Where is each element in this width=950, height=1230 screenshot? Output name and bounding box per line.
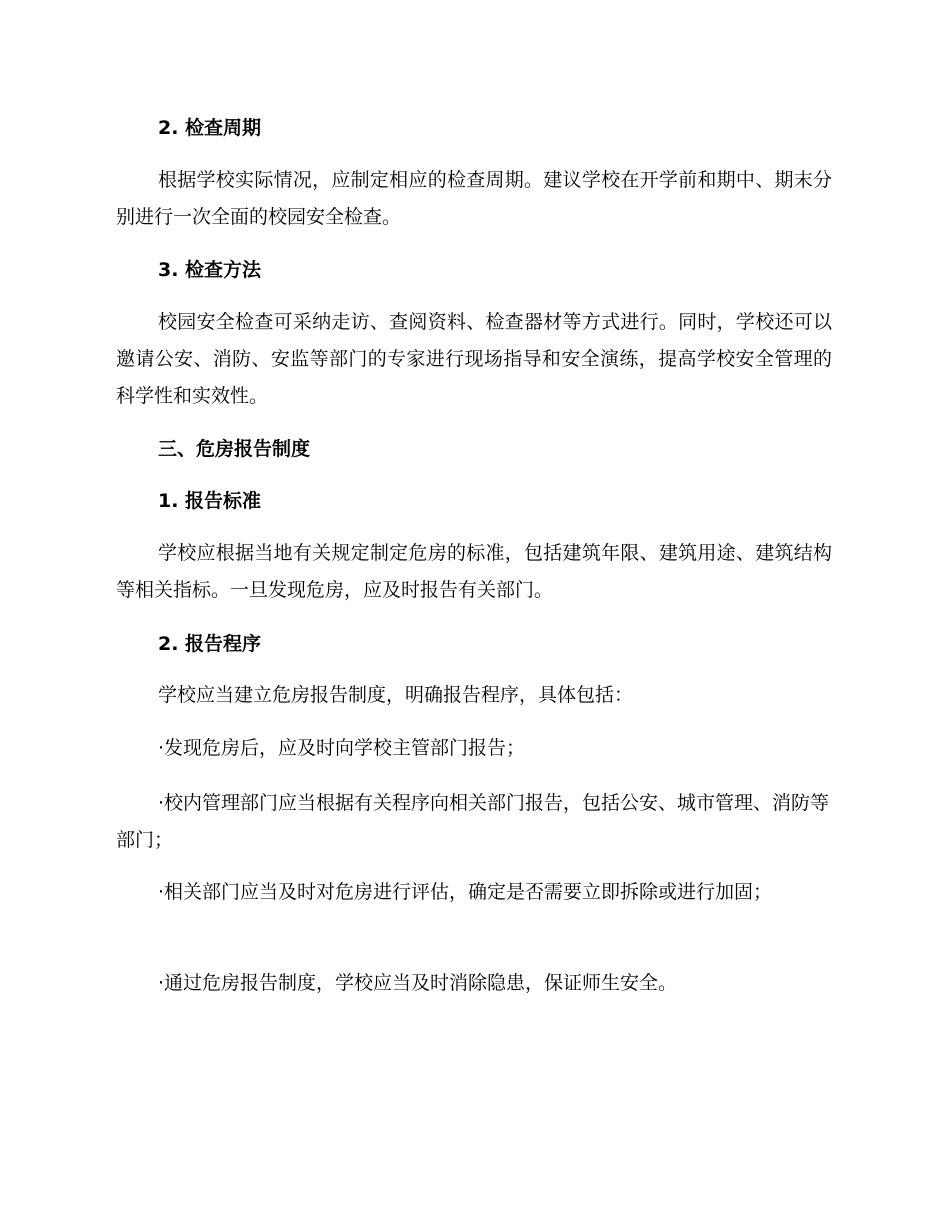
list-item: ·相关部门应当及时对危房进行评估，确定是否需要立即拆除或进行加固； [158, 881, 773, 903]
heading-report-standard: 1. 报告标准 [158, 490, 262, 512]
paragraph-inspection-method: 校园安全检查可采纳走访、查阅资料、检查器材等方式进行。同时，学校还可以邀请公安、消防、安监等部门的专家进行现场指导和安全演练，提高学校安全管理的科学性和实效性。 [116, 311, 832, 407]
list-item: ·通过危房报告制度，学校应当及时消除隐患，保证师生安全。 [158, 972, 678, 994]
heading-dangerous-building-report-system: 三、危房报告制度 [158, 438, 311, 460]
paragraph-inspection-cycle: 根据学校实际情况，应制定相应的检查周期。建议学校在开学前和期中、期末分别进行一次全面的校园安全检查。 [116, 169, 832, 228]
paragraph-report-procedure: 学校应当建立危房报告制度，明确报告程序，具体包括： [158, 684, 634, 706]
heading-report-procedure: 2. 报告程序 [158, 633, 262, 655]
list-item: ·校内管理部门应当根据有关程序向相关部门报告，包括公安、城市管理、消防等部门； [116, 792, 830, 851]
heading-inspection-method: 3. 检查方法 [158, 259, 262, 281]
paragraph-report-standard: 学校应根据当地有关规定制定危房的标准，包括建筑年限、建筑用途、建筑结构等相关指标。一旦发现危房，应及时报告有关部门。 [116, 542, 832, 601]
heading-inspection-cycle: 2. 检查周期 [158, 117, 262, 139]
list-item: ·发现危房后，应及时向学校主管部门报告； [158, 737, 526, 759]
